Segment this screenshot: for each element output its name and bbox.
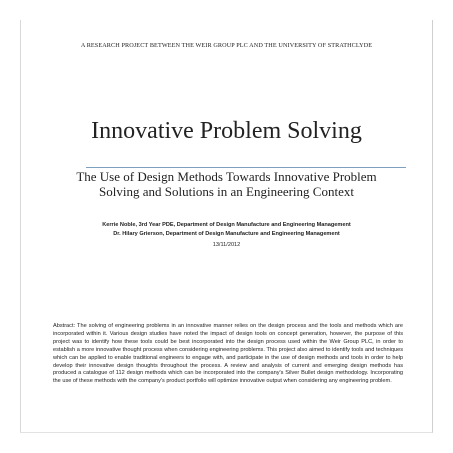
document-title: Innovative Problem Solving [91,118,362,144]
project-header: A RESEARCH PROJECT BETWEEN THE WEIR GROUP PLC AND THE UNIVERSITY OF STRATHCLYDE [80,42,373,49]
document-subtitle: The Use of Design Methods Towards Innovative Problem Solving and Solutions in an Engineering Context [76,169,377,199]
author-block [40,221,413,239]
author-supervisor: Dr. Hilary Grierson, Department of Design Manufacture and Engineering Management [113,231,340,237]
title-divider [86,167,406,168]
abstract-paragraph: Abstract: The solving of engineering problems in an innovative manner relies on the design process and the tools and methods which are incorporated within it. Various design studies have noted the impact of design tools on concept generation, however, the purpose of this project was to identify how these tools could be best incorporated into the design process used within the Weir Group PLC, in order to establish a more innovative thought process when considering engineering problems. This project also aimed to identify tools and techniques which can be applied to enable traditional engineers to engage with, and participate in the use of design methods and tools in order to help develop their innovative design thoughts throughout the process. A review and analysis of current and emerging design methods has produced a catalogue of 112 design methods which can be incorporated into the company's Silver Bullet design methodology. Incorporating the use of these methods with the company's product portfolio will optimize innovative output when considering any engineering problem. [53,323,403,385]
author-primary: Kerrie Noble, 3rd Year PDE, Department of Design Manufacture and Engineering Management [102,222,351,228]
document-date: 13/11/2012 [212,242,241,248]
